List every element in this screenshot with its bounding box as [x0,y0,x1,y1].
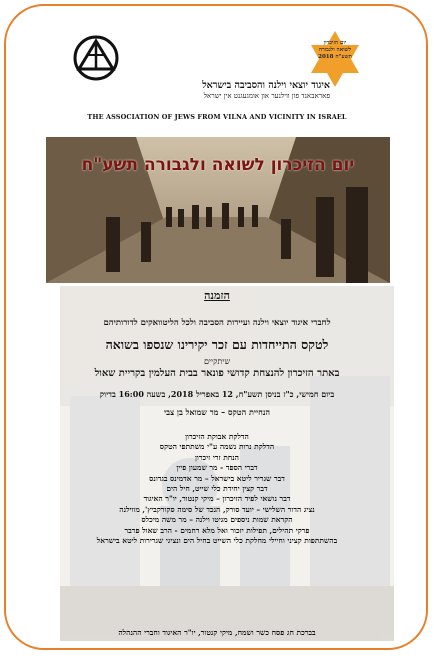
location-line: באתר הזיכרון להנצחת קדושי פונאר בבית העלמין בקריית שאול [94,368,340,379]
banner-title: יום הזיכרון לשואה ולגבורה תשע"ח [81,155,355,175]
program-item: דבר קצין יחידת כלי שייט, חיל הים [166,484,268,494]
star-badge-line: לשואה ולגבורה [318,47,352,53]
program-list [40,432,394,546]
star-badge-line: תשע"ח 2018 [318,54,352,60]
program-item: הדלקת אבוקת הזיכרון [185,432,249,441]
program-item: נציג הדור השלישי – יועד סורק, הנכד של סימה סקורקביץ', מווילנה [119,504,315,514]
association-logo-icon [72,34,120,82]
closing-greeting: בברכת חג פסח כשר ושמח, מיקי קנטור, יו"ר האיגוד וחברי ההנהלה [118,628,316,637]
invitation-heading: הזמנה [204,289,230,302]
program-item: בהשתתפות קציני וחיילי מחלקת כלי השייט בחיל הים ונציגי שגרירות ליטא בישראל [96,536,338,546]
program-item: דבר נושאי לפיד הזיכרון – מיקי קנטור, יו"ר האיגוד [143,494,291,504]
org-name-yiddish: פאראבאנד פון ווילנער און אומגעגנט אין ישראל [203,92,330,100]
org-name-hebrew: איגוד יוצאי וילנה והסביבה בישראל [202,80,330,91]
ceremony-title: לטקס התייחדות עם זכר יקירינו שנספו בשואה [105,337,329,352]
program-item: הקראת שמות ניספים מגיטו וילנה – מר משה מיכלס [141,515,293,525]
host-line: הנחיית הטקס – מר שמואל בן צבי [163,407,271,417]
memorial-banner [46,137,390,283]
program-item: הנחת זרי זיכרון [195,452,239,462]
held-label: שיתקיים [203,357,231,366]
date-time-line: ביום חמישי, כ"ז בניסן תשע"ח, 12 באפריל 2018, בשעה 16:00 בדיוק [99,389,335,399]
program-item: דברי הספד - מר שמעון פיין [176,463,258,473]
star-badge-line: יום הזיכרון [323,40,347,46]
program-item: דבר שגריר ליטא בישראל – מר אדמינס בגדונס [149,473,285,483]
program-item: פרקי תהילים, תפילות יזכור ואל מלא רחמים - הרב שאול פרבר [124,525,310,535]
star-badge-text [304,40,366,61]
addressees-line: לחברי איגוד יוצאי וילנה ועיירות הסביבה ולכל הליטוואקים לדורותיהם [103,318,331,328]
program-item: הדלקת נרות נשמה ע"י משתתפי הטקס [159,442,275,452]
org-name-english: THE ASSOCIATION OF JEWS FROM VILNA AND VICINITY IN ISRAEL [87,113,347,121]
